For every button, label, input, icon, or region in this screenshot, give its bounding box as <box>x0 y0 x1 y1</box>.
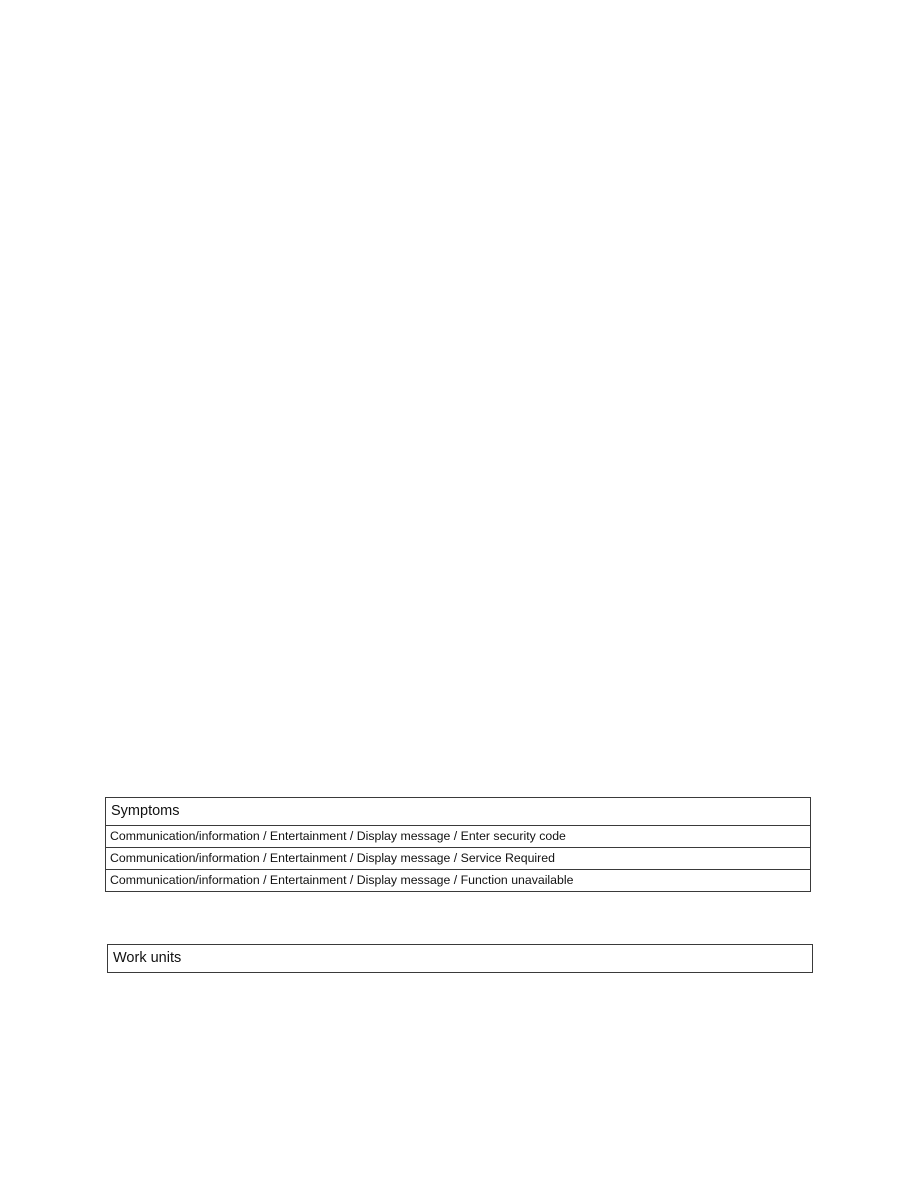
work-units-header-label: Work units <box>113 950 182 966</box>
table-row <box>106 826 811 848</box>
table-row <box>106 870 811 892</box>
symptoms-row-text: Communication/information / Entertainment / Display message / Function unavailable <box>110 873 574 887</box>
table-row <box>108 945 813 973</box>
table-row <box>106 848 811 870</box>
symptoms-header-cell <box>106 798 811 826</box>
symptoms-row-text: Communication/information / Entertainment / Display message / Enter security code <box>110 829 566 843</box>
symptoms-row-text: Communication/information / Entertainment / Display message / Service Required <box>110 851 555 865</box>
symptoms-row-cell <box>106 870 811 892</box>
symptoms-row-cell <box>106 826 811 848</box>
table-row <box>106 798 811 826</box>
symptoms-row-cell <box>106 848 811 870</box>
symptoms-table <box>105 797 811 892</box>
work-units-table <box>107 944 813 973</box>
work-units-header-cell <box>108 945 813 973</box>
symptoms-header-label: Symptoms <box>111 803 180 819</box>
